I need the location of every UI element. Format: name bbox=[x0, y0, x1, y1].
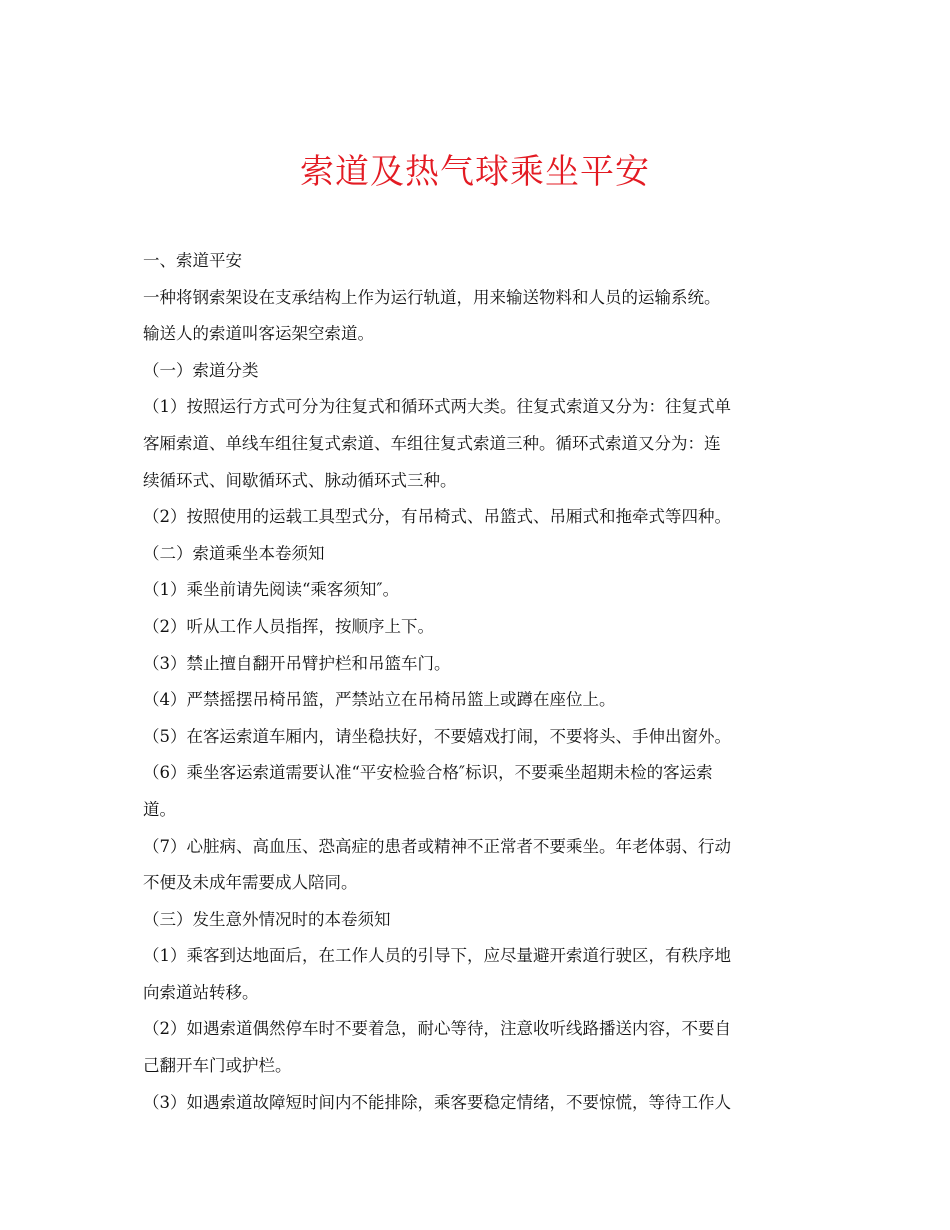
body-line: （3）如遇索道故障短时间内不能排除，乘客要稳定情绪，不要惊慌，等待工作人 bbox=[143, 1092, 731, 1112]
subsection-heading: （一）索道分类 bbox=[143, 360, 259, 380]
document-title: 索道及热气球乘坐平安 bbox=[300, 151, 650, 192]
subsection-heading: （三）发生意外情况时的本卷须知 bbox=[143, 909, 391, 929]
body-line: （2）按照使用的运载工具型式分，有吊椅式、吊篮式、吊厢式和拖牵式等四种。 bbox=[143, 507, 731, 527]
body-line: 输送人的索道叫客运架空索道。 bbox=[143, 324, 374, 344]
body-line: （2）如遇索道偶然停车时不要着急，耐心等待，注意收听线路播送内容，不要自 bbox=[143, 1019, 731, 1039]
document-body bbox=[143, 243, 809, 1121]
body-line: 道。 bbox=[143, 799, 176, 819]
body-line: 向索道站转移。 bbox=[143, 982, 259, 1002]
body-line: （2）听从工作人员指挥，按顺序上下。 bbox=[143, 616, 434, 636]
section-heading: 一、索道平安 bbox=[143, 251, 242, 270]
body-line: 续循环式、间歇循环式、脉动循环式三种。 bbox=[143, 470, 457, 490]
body-line: 客厢索道、单线车组往复式索道、车组往复式索道三种。循环式索道又分为：连 bbox=[143, 433, 721, 453]
body-line: 不便及未成年需要成人陪同。 bbox=[143, 873, 358, 893]
body-line: （7）心脏病、高血压、恐高症的患者或精神不正常者不要乘坐。年老体弱、行动 bbox=[143, 836, 731, 856]
body-line: （5）在客运索道车厢内，请坐稳扶好，不要嬉戏打闹，不要将头、手伸出窗外。 bbox=[143, 726, 731, 746]
body-line: 一种将钢索架设在支承结构上作为运行轨道，用来输送物料和人员的运输系统。 bbox=[143, 287, 721, 307]
body-line: （1）乘坐前请先阅读“乘客须知″。 bbox=[143, 580, 400, 600]
body-line: 己翻开车门或护栏。 bbox=[143, 1056, 292, 1076]
body-line: （6）乘坐客运索道需要认准“平安检验合格″标识，不要乘坐超期未检的客运索 bbox=[143, 763, 713, 783]
subsection-heading: （二）索道乘坐本卷须知 bbox=[143, 543, 325, 563]
body-line: （1）按照运行方式可分为往复式和循环式两大类。往复式索道又分为：往复式单 bbox=[143, 397, 731, 417]
body-line: （3）禁止擅自翻开吊臂护栏和吊篮车门。 bbox=[143, 653, 451, 673]
body-line: （1）乘客到达地面后，在工作人员的引导下，应尽量避开索道行驶区，有秩序地 bbox=[143, 946, 731, 966]
body-line: （4）严禁摇摆吊椅吊篮，严禁站立在吊椅吊篮上或蹲在座位上。 bbox=[143, 690, 616, 710]
